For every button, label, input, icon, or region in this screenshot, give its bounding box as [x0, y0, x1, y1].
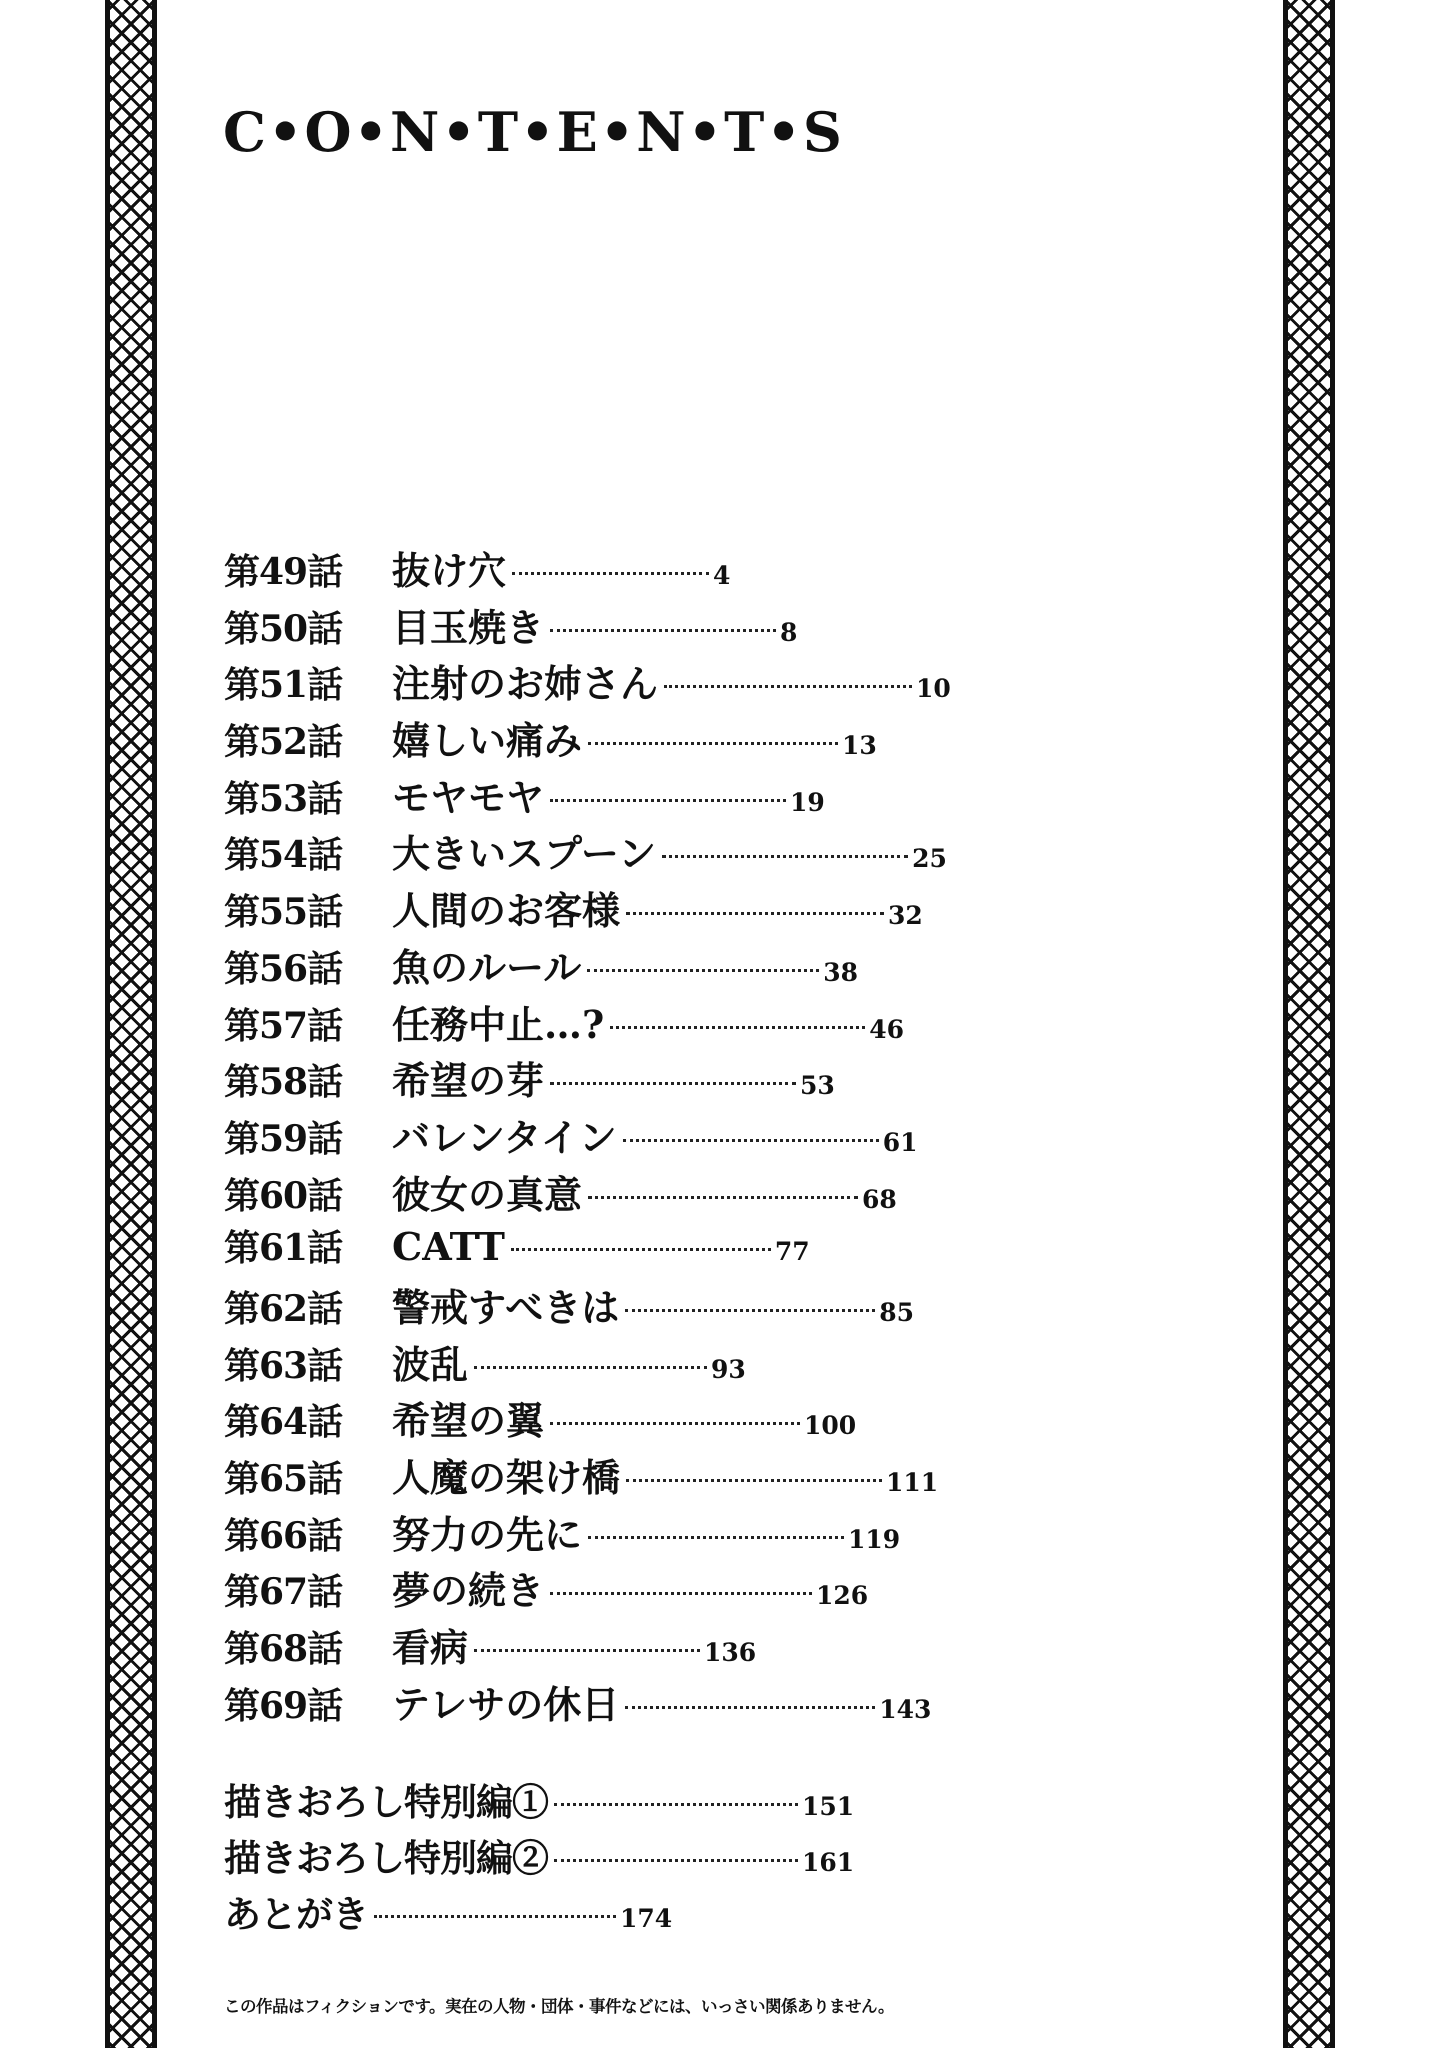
chapter-row [224, 880, 1124, 937]
chapter-title: 大きいスプーン [392, 831, 657, 877]
chapter-number: 第50話 [224, 607, 343, 650]
chapter-number: 第57話 [224, 1004, 343, 1047]
extra-row [224, 1828, 854, 1884]
extra-page-number: 151 [802, 1792, 855, 1821]
chapter-row [224, 1504, 1124, 1561]
extra-title: 描きおろし特別編① [224, 1780, 548, 1824]
dot-leader [550, 629, 776, 632]
chapter-page-number: 4 [713, 561, 731, 590]
extra-title: あとがき [224, 1892, 368, 1936]
chapter-page-number: 25 [912, 844, 947, 874]
chapter-row [224, 653, 1124, 710]
dot-leader [623, 1139, 879, 1142]
chapter-number: 第69話 [224, 1684, 343, 1727]
chapter-page-number: 100 [804, 1411, 857, 1441]
dot-leader [512, 572, 709, 575]
chapter-title: 人魔の架け橋 [392, 1455, 621, 1500]
contents-heading: C•O•N•T•E•N•T•S [223, 100, 844, 164]
chapter-title: 努力の先に [392, 1511, 583, 1557]
decorative-chain-border-left [105, 0, 157, 2048]
chapter-number: 第54話 [224, 834, 343, 877]
extra-page-number: 174 [620, 1904, 673, 1933]
chapter-title: 彼女の真意 [392, 1171, 583, 1217]
decorative-chain-border-right [1283, 0, 1335, 2048]
chapter-number: 第67話 [224, 1571, 343, 1614]
dot-leader [550, 1422, 800, 1425]
chapter-page-number: 93 [711, 1354, 746, 1384]
chapter-number: 第65話 [224, 1458, 343, 1500]
chapter-number: 第53話 [224, 777, 343, 820]
chapter-row [224, 1050, 1124, 1107]
chapter-row [224, 1447, 1124, 1504]
chapter-row [224, 710, 1124, 767]
extras-list [224, 1772, 854, 1940]
dot-leader [474, 1649, 700, 1652]
chapter-page-number: 61 [882, 1127, 918, 1157]
chapter-title: 魚のルール [392, 944, 582, 990]
dot-leader [625, 1706, 875, 1709]
chapter-page-number: 8 [780, 617, 798, 647]
dot-leader [550, 1082, 796, 1085]
chapter-row [224, 937, 1124, 994]
chapter-page-number: 111 [886, 1468, 939, 1497]
chapter-row [224, 1560, 1124, 1617]
chapter-row [224, 1617, 1124, 1674]
extra-row [224, 1884, 854, 1940]
chapter-page-number: 38 [823, 957, 859, 987]
dot-leader [664, 685, 912, 688]
chapter-title: 注射のお姉さん [392, 661, 659, 707]
chapter-number: 第62話 [224, 1287, 343, 1330]
dot-leader [662, 855, 908, 858]
chapter-title: 夢の続き [392, 1568, 545, 1614]
chapter-page-number: 32 [888, 901, 923, 931]
dot-leader [588, 742, 838, 745]
chapter-title: 希望の芽 [392, 1058, 545, 1104]
chapter-page-number: 19 [790, 787, 825, 817]
chapter-page-number: 119 [848, 1524, 901, 1554]
chapter-title: 目玉焼き [392, 604, 545, 650]
chapter-number: 第51話 [224, 664, 343, 707]
chapter-title: 嬉しい痛み [392, 718, 583, 764]
chapter-row [224, 1390, 1124, 1447]
dot-leader [554, 1803, 798, 1806]
chapter-row [224, 1164, 1124, 1221]
chapter-title: CATT [392, 1224, 505, 1270]
chapter-title: 希望の翼 [392, 1398, 545, 1444]
chapter-row [224, 597, 1124, 654]
chapter-number: 第61話 [224, 1227, 343, 1270]
dot-leader [610, 1026, 865, 1029]
chapter-number: 第68話 [224, 1628, 343, 1671]
chapter-title: 人間のお客様 [392, 888, 621, 934]
chapter-title: 警戒すべきは [392, 1284, 620, 1330]
chapter-row [224, 767, 1124, 824]
dot-leader [587, 969, 819, 972]
chapter-title: バレンタイン [392, 1114, 617, 1160]
chapter-list [224, 540, 1124, 1730]
dot-leader [550, 799, 786, 802]
extra-row [224, 1772, 854, 1828]
chapter-number: 第64話 [224, 1401, 343, 1444]
chapter-number: 第56話 [224, 947, 343, 990]
dot-leader [374, 1915, 616, 1918]
chapter-title: モヤモヤ [392, 774, 545, 820]
chapter-page-number: 53 [800, 1071, 835, 1101]
chapter-number: 第52話 [224, 721, 343, 764]
dot-leader [625, 1309, 875, 1312]
chapter-row [224, 1277, 1124, 1334]
chapter-title: 看病 [392, 1625, 469, 1671]
chapter-page-number: 136 [704, 1638, 757, 1668]
chapter-row [224, 1674, 1124, 1731]
chapter-number: 第60話 [224, 1174, 343, 1217]
chapter-page-number: 46 [869, 1014, 905, 1044]
dot-leader [511, 1248, 771, 1251]
extra-title: 描きおろし特別編② [224, 1836, 548, 1880]
chapter-number: 第55話 [224, 891, 343, 934]
dot-leader [550, 1592, 812, 1595]
extra-page-number: 161 [802, 1848, 855, 1877]
dot-leader [474, 1366, 707, 1369]
chapter-row [224, 823, 1124, 880]
chapter-title: 波乱 [392, 1341, 469, 1387]
dot-leader [626, 1479, 882, 1482]
chapter-title: テレサの休日 [392, 1681, 620, 1727]
chapter-number: 第58話 [224, 1061, 343, 1104]
chapter-page-number: 126 [816, 1581, 869, 1611]
chapter-title: 任務中止…? [392, 1001, 605, 1047]
dot-leader [554, 1859, 798, 1862]
chapter-row [224, 1107, 1124, 1164]
chapter-row [224, 1334, 1124, 1391]
chapter-row [224, 540, 1124, 597]
chapter-row [224, 1220, 1124, 1277]
dot-leader [588, 1196, 858, 1199]
chapter-row [224, 994, 1124, 1051]
dot-leader [588, 1536, 844, 1539]
chapter-page-number: 85 [879, 1297, 915, 1327]
chapter-number: 第66話 [224, 1514, 343, 1557]
chapter-page-number: 68 [862, 1184, 897, 1214]
chapter-number: 第49話 [224, 551, 343, 593]
chapter-page-number: 77 [774, 1237, 810, 1267]
chapter-page-number: 13 [842, 731, 877, 761]
chapter-number: 第59話 [224, 1117, 343, 1160]
fiction-disclaimer: この作品はフィクションです。実在の人物・団体・事件などには、いっさい関係ありません。 [224, 1997, 895, 2016]
chapter-page-number: 143 [879, 1694, 932, 1724]
chapter-page-number: 10 [916, 674, 951, 704]
chapter-number: 第63話 [224, 1344, 343, 1387]
chapter-title: 抜け穴 [392, 548, 507, 593]
dot-leader [626, 912, 884, 915]
